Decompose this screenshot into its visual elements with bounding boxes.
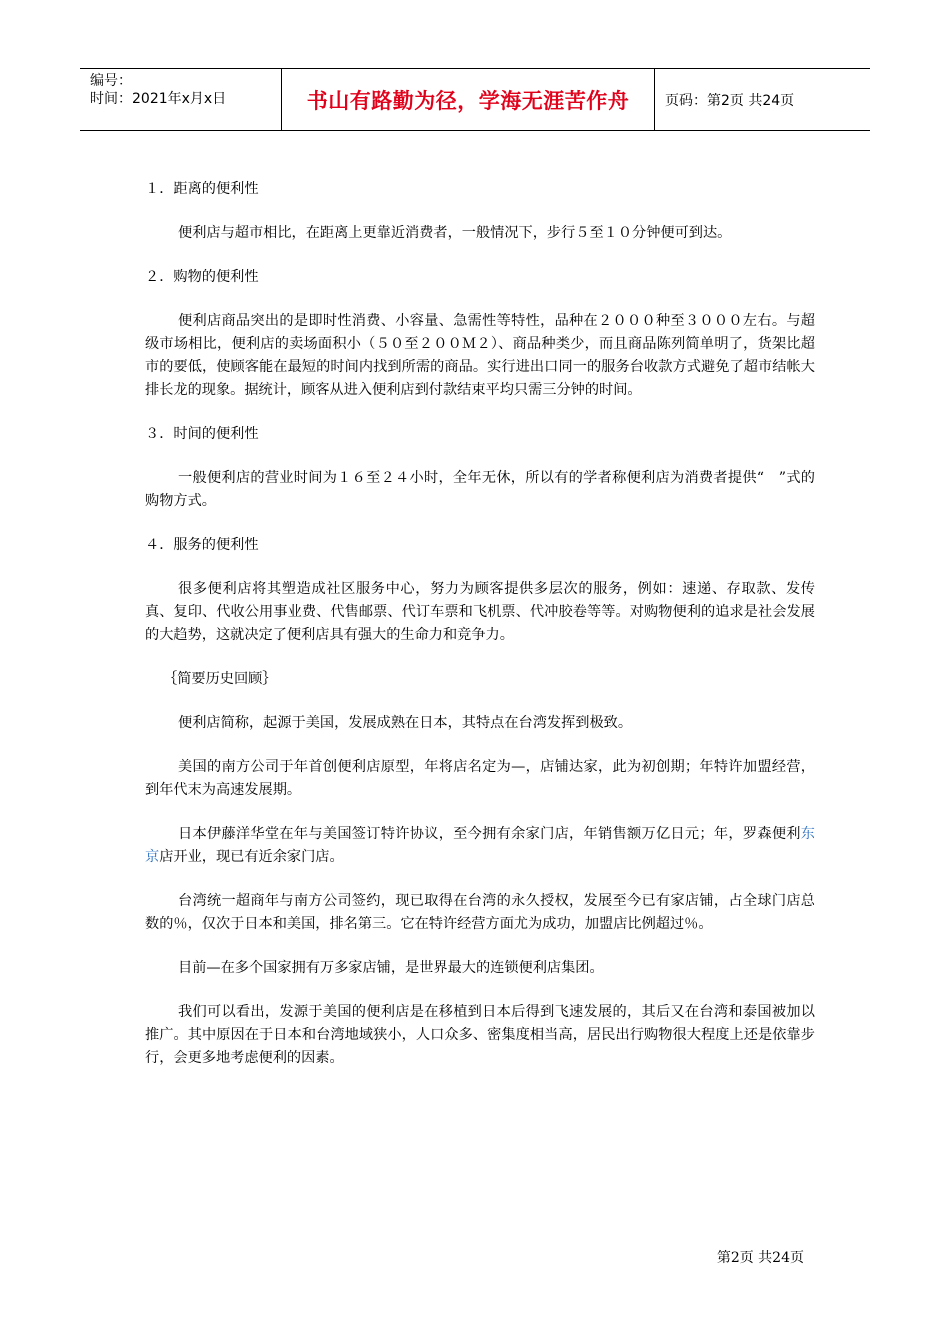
document-header (80, 68, 870, 131)
document-date-label: 时间：2021年x月x日 (90, 91, 227, 107)
paragraph-time: 一般便利店的营业时间为１６至２４小时，全年无休，所以有的学者称便利店为消费者提供“ ”式的购物方式。 (145, 470, 815, 509)
paragraph-history-japan-text-a: 日本伊藤洋华堂在年与美国签订特许协议，至今拥有余家门店，年销售额万亿日元；年，罗森便利 (178, 826, 801, 842)
header-motto: 书山有路勤为径，学海无涯苦作舟 (282, 69, 655, 130)
document-number-label: 编号： (90, 73, 132, 89)
section-heading-service: ４．服务的便利性 (145, 537, 259, 553)
paragraph-history-japan (145, 823, 815, 869)
paragraph-history-global: 目前—在多个国家拥有万多家店铺，是世界最大的连锁便利店集团。 (178, 960, 604, 976)
section-heading-time: ３．时间的便利性 (145, 426, 259, 442)
section-heading-distance: １．距离的便利性 (145, 181, 259, 197)
paragraph-distance: 便利店与超市相比，在距离上更靠近消费者，一般情况下，步行５至１０分钟便可到达。 (178, 225, 732, 241)
paragraph-shopping: 便利店商品突出的是即时性消费、小容量、急需性等特性，品种在２０００种至３０００左右。与超级市场相比，便利店的卖场面积小（５０至２００Ｍ２）、商品种类少，而且商品陈列简单明了，货架比超市的要低，使顾客能在最短的时间内找到所需的商品。实行进出口同一的服务台收款方式避免了超市结帐大排长龙的现象。据统计，顾客从进入便利店到付款结束平均只需三分钟的时间。 (145, 313, 815, 398)
paragraph-service: 很多便利店将其塑造成社区服务中心，努力为顾客提供多层次的服务，例如：速递、存取款、发传真、复印、代收公用事业费、代售邮票、代订车票和飞机票、代冲胶卷等等。对购物便利的追求是社会发展的大趋势，这就决定了便利店具有强大的生命力和竞争力。 (145, 581, 815, 643)
header-page-code: 页码：第2页 共24页 (665, 92, 795, 109)
paragraph-history-japan-text-b: 店开业，现已有近余家门店。 (159, 849, 344, 865)
paragraph-history-taiwan: 台湾统一超商年与南方公司签约，现已取得在台湾的永久授权，发展至今已有家店铺，占全球门店总数的％，仅次于日本和美国，排名第三。它在特许经营方面尤为成功，加盟店比例超过％。 (145, 893, 815, 932)
header-meta-cell (80, 69, 282, 130)
history-section-title: ｛简要历史回顾｝ (163, 671, 277, 687)
document-body (145, 178, 815, 1091)
section-heading-shopping: ２．购物的便利性 (145, 269, 259, 285)
tokyo-link[interactable]: 东京 (145, 826, 815, 865)
paragraph-history-conclusion: 我们可以看出，发源于美国的便利店是在移植到日本后得到飞速发展的，其后又在台湾和泰国被加以推广。其中原因在于日本和台湾地域狭小，人口众多、密集度相当高，居民出行购物很大程度上还是依靠步行，会更多地考虑便利的因素。 (145, 1004, 815, 1066)
paragraph-history-usa: 美国的南方公司于年首创便利店原型，年将店名定为—，店铺达家，此为初创期；年特许加盟经营，到年代末为高速发展期。 (145, 759, 815, 798)
paragraph-history-origin: 便利店简称，起源于美国，发展成熟在日本，其特点在台湾发挥到极致。 (178, 715, 633, 731)
page-footer: 第2页 共24页 (716, 1250, 804, 1266)
